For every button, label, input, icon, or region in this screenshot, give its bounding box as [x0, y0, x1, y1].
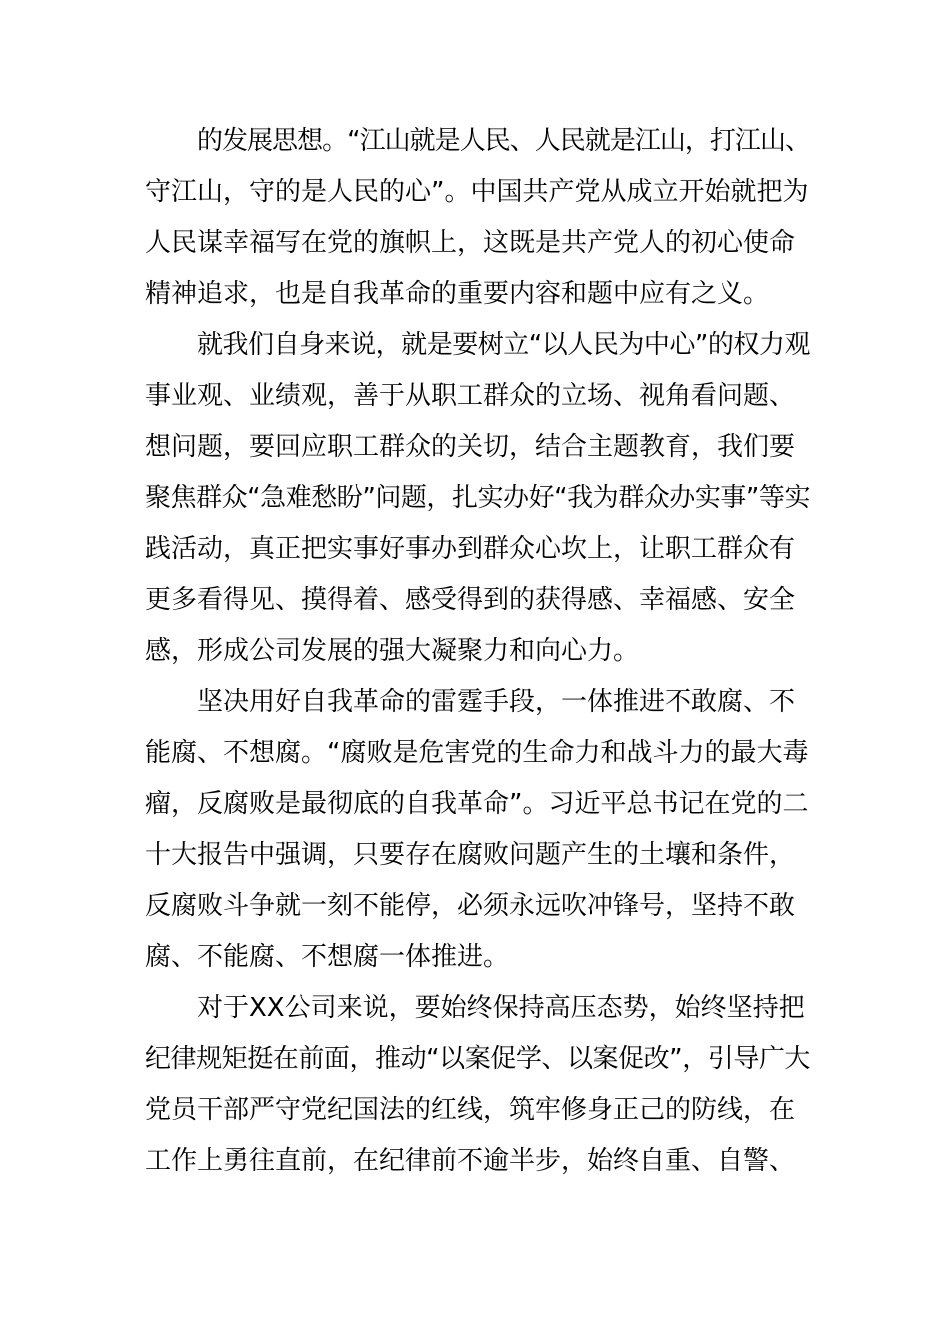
paragraph-line: 腐、不能腐、不想腐一体推进。: [145, 942, 510, 972]
paragraph-line: 反腐败斗争就一刻不能停，必须永远吹冲锋号，坚持不敢: [145, 891, 796, 921]
paragraph-line: 就我们自身来说，就是要树立“以人民为中心”的权力观: [197, 330, 810, 360]
paragraph-line: 纪律规矩挺在前面，推动“以案促学、以案促改”，引导广大: [145, 1044, 810, 1074]
paragraph-line: 想问题，要回应职工群众的关切，结合主题教育，我们要: [145, 432, 796, 462]
paragraph-line: 能腐、不想腐。“腐败是危害党的生命力和战斗力的最大毒: [145, 738, 809, 768]
paragraph-line: 人民谋幸福写在党的旗帜上，这既是共产党人的初心使命: [145, 228, 796, 258]
paragraph-line: 感，形成公司发展的强大凝聚力和向心力。: [145, 636, 640, 666]
paragraph-line: 守江山，守的是人民的心”。中国共产党从成立开始就把为: [145, 177, 809, 207]
body-text: [145, 116, 810, 1187]
paragraph-line: 对于XX公司来说，要始终保持高压态势，始终坚持把: [197, 993, 805, 1023]
paragraph-line: 更多看得见、摸得着、感受得到的获得感、幸福感、安全: [145, 585, 796, 615]
paragraph-line: 工作上勇往直前，在纪律前不逾半步，始终自重、自警、: [145, 1146, 796, 1176]
paragraph-line: 十大报告中强调，只要存在腐败问题产生的土壤和条件，: [145, 840, 796, 870]
paragraph-line: 聚焦群众“急难愁盼”问题，扎实办好“我为群众办实事”等实: [145, 483, 810, 513]
paragraph-line: 坚决用好自我革命的雷霆手段，一体推进不敢腐、不: [197, 687, 796, 717]
paragraph-line: 事业观、业绩观，善于从职工群众的立场、视角看问题、: [145, 381, 796, 411]
paragraph-line: 精神追求，也是自我革命的重要内容和题中应有之义。: [145, 279, 770, 309]
paragraph-line: 党员干部严守党纪国法的红线，筑牢修身正己的防线，在: [145, 1095, 796, 1125]
paragraph-line: 践活动，真正把实事好事办到群众心坎上，让职工群众有: [145, 534, 796, 564]
paragraph-line: 的发展思想。“江山就是人民、人民就是江山，打江山、: [197, 126, 810, 156]
paragraph-line: 瘤，反腐败是最彻底的自我革命”。习近平总书记在党的二: [145, 789, 809, 819]
